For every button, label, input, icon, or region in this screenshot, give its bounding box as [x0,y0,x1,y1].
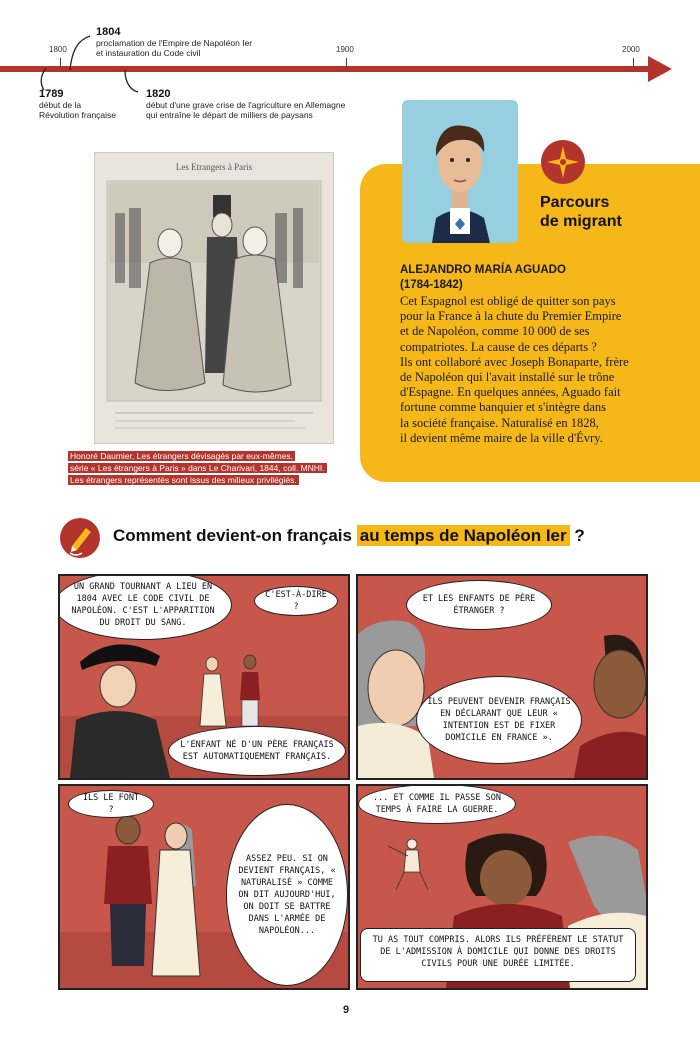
body-line: d'Espagne. En quelques années, Aguado fait [400,385,621,400]
body-line: et de Napoléon, comme 10 000 de ses [400,324,590,339]
page-number: 9 [343,1004,350,1016]
body-line: de Napoléon qui l'avait installé sur le trône [400,370,615,385]
portrait-illustration [402,100,518,243]
heading-prefix: Comment devient-on français [113,526,352,545]
tick-2000 [633,58,634,67]
speech-bubble: UN GRAND TOURNANT A LIEU EN 1804 AVEC LE CODE CIVIL DE NAPOLÉON. C'EST L'APPARITION DU DROIT DU SANG. [58,574,232,640]
event-1820 [146,88,345,120]
body-line: il devient même maire de la ville d'Évry. [400,430,603,445]
comic-panel-3 [58,784,350,990]
compass-glyph [541,140,585,184]
event-year: 1820 [146,88,171,100]
engraving-caption [68,450,332,486]
section-title-parcours [540,193,622,231]
year-label-1800: 1800 [49,45,67,54]
event-1789 [39,88,116,120]
body-line: pour la France à la chute du Premier Empire [400,309,622,324]
caption-line: série « Les étrangers à Paris » dans Le Charivari, 1844, coll. MNHI. [70,463,325,473]
speech-bubble: TU AS TOUT COMPRIS. ALORS ILS PRÉFÈRENT LE STATUT DE L'ADMISSION À DOMICILE QUI DONNE DES DROITS CIVILS POUR UNE DURÉE LIMITÉE. [360,928,636,982]
event-year: 1804 [96,26,121,38]
heading-suffix: ? [569,526,585,545]
speech-bubble: ASSEZ PEU. SI ON DEVIENT FRANÇAIS, « NATURALISÉ » COMME ON DIT AUJOURD'HUI, ON DOIT SE BATTRE DANS L'ARMÉE DE NAPOLÉON... [226,804,348,986]
comic-panel-4 [356,784,648,990]
compass-icon [541,140,585,184]
speech-bubble: C'EST-À-DIRE ? [254,586,338,616]
daumier-engraving [94,152,334,444]
year-label-1900: 1900 [336,45,354,54]
event-text: début de la Révolution française [39,100,117,120]
migrant-dates: (1784-1842) [400,279,463,291]
section-title-line: de migrant [540,213,622,230]
event-text: début d'une grave crise de l'agriculture en Allemagne qui entraîne le départ de milliers de paysans [146,100,346,120]
event-text: proclamation de l'Empire de Napoléon Ier et instauration du Code civil [96,38,253,58]
section-heading [113,526,585,546]
comic-panel-1 [58,574,350,780]
speech-bubble: L'ENFANT NÉ D'UN PÈRE FRANÇAIS EST AUTOMATIQUEMENT FRANÇAIS. [168,726,346,776]
speech-bubble: ET LES ENFANTS DE PÈRE ÉTRANGER ? [406,580,552,630]
speech-bubble: ILS PEUVENT DEVENIR FRANÇAIS EN DÉCLARANT QUE LEUR « INTENTION EST DE FIXER DOMICILE EN FRANCE ». [416,676,582,764]
caption-line: Les étrangers représentés sont issus des milieux privilégiés. [70,475,297,485]
body-line: fortune comme banquier et s'intègre dans [400,400,606,415]
event-1804 [96,26,252,58]
migrant-name-block [400,263,566,293]
tick-1900 [346,58,347,67]
comic-panel-2 [356,574,648,780]
body-line: Cet Espagnol est obligé de quitter son pays [400,294,616,308]
section-title-line: Parcours [540,194,610,211]
aguado-portrait [402,100,518,243]
timeline-arrow-icon [648,56,672,82]
pencil-glyph [60,518,100,558]
caption-line: Honoré Daumier, Les étrangers dévisagés par eux-mêmes, [70,451,293,461]
migrant-name: ALEJANDRO MARÍA AGUADO [400,264,566,276]
event-year: 1789 [39,88,64,100]
engraving-illustration [95,173,333,443]
heading-highlight: au temps de Napoléon Ier [357,525,570,546]
speech-bubble: ILS LE FONT ? [68,790,154,818]
body-line: Ils ont collaboré avec Joseph Bonaparte, frère [400,354,629,369]
year-label-2000: 2000 [622,45,640,54]
engraving-title: Les Etrangers à Paris [175,162,253,172]
migrant-body [400,294,690,446]
pencil-icon [60,518,100,558]
body-line: la société française. Naturalisé en 1828, [400,415,599,430]
speech-bubble: ... ET COMME IL PASSE SON TEMPS À FAIRE LA GUERRE. [358,784,516,824]
body-line: compatriotes. La cause de ces départs ? [400,339,597,354]
